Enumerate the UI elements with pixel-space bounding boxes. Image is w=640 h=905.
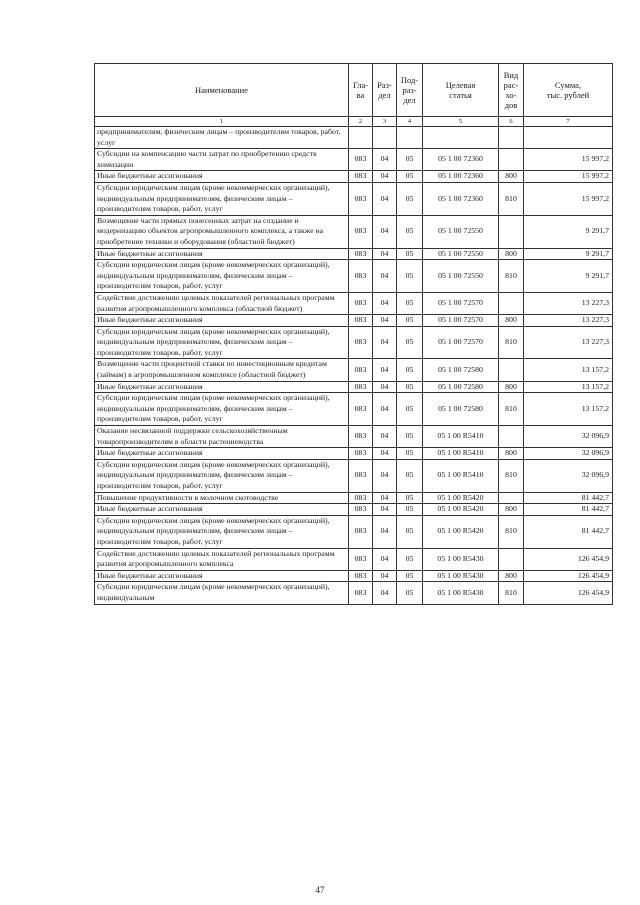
table-row (95, 326, 613, 359)
row-podrazdel-cell (397, 127, 423, 149)
table-row (95, 492, 613, 504)
row-podrazdel-cell: 05 (397, 381, 423, 393)
table-row (95, 127, 613, 149)
row-name-cell: Возмещение части прямых понесенных затрат на создание и модернизацию объектов агропромышленного комплекса, а также на приобретение техники и оборудования (областной бюджет) (95, 215, 349, 248)
row-vid-cell: 810 (499, 582, 524, 604)
row-name-cell: Содействие достижению целевых показателей региональных программ развития агропромышленного комплекса (95, 548, 349, 570)
table-row (95, 426, 613, 448)
row-glava-cell: 083 (349, 459, 373, 492)
row-name-cell: Иные бюджетные ассигнования (95, 381, 349, 393)
row-podrazdel-cell: 05 (397, 393, 423, 426)
row-sum-cell: 13 227,3 (524, 326, 613, 359)
row-podrazdel-cell: 05 (397, 182, 423, 215)
row-name-cell: Субсидии юридическим лицам (кроме некоммерческих организаций), индивидуальным предпринимателям, физическим лицам – производителям товаров, работ, услуг (95, 260, 349, 293)
row-podrazdel-cell: 05 (397, 448, 423, 460)
column-number: 2 (349, 117, 373, 127)
row-target-cell: 05 1 00 R5420 (423, 504, 499, 516)
row-sum-cell: 13 227,3 (524, 315, 613, 327)
row-target-cell: 05 1 00 R5420 (423, 515, 499, 548)
row-glava-cell: 083 (349, 582, 373, 604)
header-glava: Гла- ва (349, 64, 373, 117)
row-name-cell: Иные бюджетные ассигнования (95, 315, 349, 327)
row-podrazdel-cell: 05 (397, 504, 423, 516)
table-row (95, 149, 613, 171)
row-glava-cell: 083 (349, 381, 373, 393)
header-sum: Сумма, тыс. рублей (524, 64, 613, 117)
row-vid-cell: 810 (499, 182, 524, 215)
row-name-cell: Возмещение части процентной ставки по инвестиционным кредитам (займам) в агропромышленном комплексе (областной бюджет) (95, 359, 349, 381)
row-glava-cell: 083 (349, 492, 373, 504)
row-vid-cell (499, 292, 524, 314)
row-razdel-cell: 04 (373, 570, 397, 582)
row-vid-cell: 800 (499, 448, 524, 460)
row-name-cell: Иные бюджетные ассигнования (95, 570, 349, 582)
row-name-cell: Субсидии юридическим лицам (кроме некоммерческих организаций), индивидуальным предпринимателям, физическим лицам – производителям товаров, работ, услуг (95, 393, 349, 426)
row-razdel-cell: 04 (373, 393, 397, 426)
row-sum-cell: 15 997,2 (524, 182, 613, 215)
table-row (95, 215, 613, 248)
row-vid-cell: 800 (499, 570, 524, 582)
page-number: 47 (315, 885, 325, 895)
row-target-cell: 05 1 00 72570 (423, 292, 499, 314)
row-razdel-cell: 04 (373, 248, 397, 260)
table-row (95, 582, 613, 604)
row-sum-cell: 32 096,9 (524, 448, 613, 460)
row-glava-cell: 083 (349, 570, 373, 582)
row-podrazdel-cell: 05 (397, 426, 423, 448)
row-vid-cell: 810 (499, 326, 524, 359)
row-sum-cell: 126 454,9 (524, 582, 613, 604)
row-razdel-cell: 04 (373, 426, 397, 448)
row-vid-cell (499, 215, 524, 248)
row-target-cell: 05 1 00 R5420 (423, 492, 499, 504)
row-podrazdel-cell: 05 (397, 149, 423, 171)
row-podrazdel-cell: 05 (397, 515, 423, 548)
row-target-cell: 05 1 00 72360 (423, 171, 499, 183)
row-target-cell: 05 1 00 72570 (423, 315, 499, 327)
header-vid: Вид рас- хо- дов (499, 64, 524, 117)
row-podrazdel-cell: 05 (397, 582, 423, 604)
table-row (95, 182, 613, 215)
row-glava-cell: 083 (349, 426, 373, 448)
row-glava-cell: 083 (349, 359, 373, 381)
table-row (95, 548, 613, 570)
row-target-cell: 05 1 00 R5430 (423, 548, 499, 570)
row-sum-cell: 15 997,2 (524, 149, 613, 171)
row-podrazdel-cell: 05 (397, 215, 423, 248)
row-glava-cell: 083 (349, 315, 373, 327)
row-razdel-cell: 04 (373, 515, 397, 548)
row-target-cell: 05 1 00 R5430 (423, 582, 499, 604)
row-sum-cell: 13 157,2 (524, 359, 613, 381)
row-glava-cell: 083 (349, 326, 373, 359)
row-target-cell: 05 1 00 72550 (423, 215, 499, 248)
row-razdel-cell (373, 127, 397, 149)
row-sum-cell: 13 157,2 (524, 393, 613, 426)
row-razdel-cell: 04 (373, 459, 397, 492)
table-row (95, 260, 613, 293)
row-podrazdel-cell: 05 (397, 326, 423, 359)
row-glava-cell: 083 (349, 260, 373, 293)
row-vid-cell: 800 (499, 381, 524, 393)
row-sum-cell: 15 997,2 (524, 171, 613, 183)
row-sum-cell (524, 127, 613, 149)
table-row (95, 459, 613, 492)
row-target-cell (423, 127, 499, 149)
row-podrazdel-cell: 05 (397, 492, 423, 504)
column-number: 5 (423, 117, 499, 127)
row-vid-cell: 810 (499, 393, 524, 426)
row-name-cell: Иные бюджетные ассигнования (95, 504, 349, 516)
row-podrazdel-cell: 05 (397, 292, 423, 314)
row-target-cell: 05 1 00 R5410 (423, 459, 499, 492)
table-row (95, 570, 613, 582)
row-target-cell: 05 1 00 72550 (423, 248, 499, 260)
row-razdel-cell: 04 (373, 381, 397, 393)
row-glava-cell: 083 (349, 248, 373, 260)
row-glava-cell: 083 (349, 548, 373, 570)
column-number: 1 (95, 117, 349, 127)
row-razdel-cell: 04 (373, 582, 397, 604)
row-name-cell: предпринимателям, физическим лицам – производителям товаров, работ, услуг (95, 127, 349, 149)
row-glava-cell: 083 (349, 515, 373, 548)
row-target-cell: 05 1 00 R5410 (423, 426, 499, 448)
row-vid-cell: 810 (499, 515, 524, 548)
row-target-cell: 05 1 00 R5430 (423, 570, 499, 582)
row-glava-cell: 083 (349, 182, 373, 215)
row-glava-cell: 083 (349, 292, 373, 314)
row-name-cell: Субсидии на компенсацию части затрат по приобретению средств химизации (95, 149, 349, 171)
row-name-cell: Иные бюджетные ассигнования (95, 248, 349, 260)
row-glava-cell: 083 (349, 504, 373, 516)
budget-table (94, 63, 613, 605)
row-podrazdel-cell: 05 (397, 260, 423, 293)
row-razdel-cell: 04 (373, 260, 397, 293)
row-target-cell: 05 1 00 72550 (423, 260, 499, 293)
table-row (95, 515, 613, 548)
row-vid-cell (499, 426, 524, 448)
row-razdel-cell: 04 (373, 292, 397, 314)
row-vid-cell: 800 (499, 315, 524, 327)
table-row (95, 315, 613, 327)
row-name-cell: Содействие достижению целевых показателей региональных программ развития агропромышленного комплекса (областной бюджет) (95, 292, 349, 314)
table-row (95, 393, 613, 426)
row-target-cell: 05 1 00 72570 (423, 326, 499, 359)
row-sum-cell: 13 157,2 (524, 381, 613, 393)
row-sum-cell: 9 291,7 (524, 215, 613, 248)
table-row (95, 504, 613, 516)
row-vid-cell: 810 (499, 459, 524, 492)
row-vid-cell (499, 492, 524, 504)
row-podrazdel-cell: 05 (397, 459, 423, 492)
row-razdel-cell: 04 (373, 548, 397, 570)
row-razdel-cell: 04 (373, 448, 397, 460)
row-target-cell: 05 1 00 72360 (423, 149, 499, 171)
row-name-cell: Субсидии юридическим лицам (кроме некоммерческих организаций), индивидуальным предпринимателям, физическим лицам – производителям товаров, работ, услуг (95, 515, 349, 548)
row-podrazdel-cell: 05 (397, 548, 423, 570)
table-header (95, 64, 613, 127)
row-target-cell: 05 1 00 72360 (423, 182, 499, 215)
row-glava-cell: 083 (349, 215, 373, 248)
row-podrazdel-cell: 05 (397, 171, 423, 183)
table-row (95, 359, 613, 381)
row-sum-cell: 126 454,9 (524, 570, 613, 582)
row-vid-cell (499, 127, 524, 149)
table-body (95, 127, 613, 605)
row-glava-cell (349, 127, 373, 149)
table-row (95, 448, 613, 460)
row-vid-cell: 800 (499, 248, 524, 260)
row-glava-cell: 083 (349, 448, 373, 460)
row-target-cell: 05 1 00 72580 (423, 393, 499, 426)
column-number-row (95, 117, 613, 127)
row-name-cell: Иные бюджетные ассигнования (95, 448, 349, 460)
row-sum-cell: 81 442,7 (524, 504, 613, 516)
row-vid-cell (499, 548, 524, 570)
row-sum-cell: 81 442,7 (524, 492, 613, 504)
row-vid-cell: 810 (499, 260, 524, 293)
row-sum-cell: 9 291,7 (524, 260, 613, 293)
row-podrazdel-cell: 05 (397, 248, 423, 260)
row-sum-cell: 126 454,9 (524, 548, 613, 570)
row-name-cell: Оказание несвязанной поддержки сельскохозяйственным товаропроизводителям в области растениеводства (95, 426, 349, 448)
row-sum-cell: 81 442,7 (524, 515, 613, 548)
row-target-cell: 05 1 00 72580 (423, 381, 499, 393)
table-row (95, 171, 613, 183)
header-target: Целевая статья (423, 64, 499, 117)
table-row (95, 381, 613, 393)
row-name-cell: Субсидии юридическим лицам (кроме некоммерческих организаций), индивидуальным (95, 582, 349, 604)
row-name-cell: Субсидии юридическим лицам (кроме некоммерческих организаций), индивидуальным предпринимателям, физическим лицам – производителям товаров, работ, услуг (95, 326, 349, 359)
row-podrazdel-cell: 05 (397, 359, 423, 381)
row-razdel-cell: 04 (373, 504, 397, 516)
row-sum-cell: 9 291,7 (524, 248, 613, 260)
row-razdel-cell: 04 (373, 171, 397, 183)
row-vid-cell (499, 149, 524, 171)
row-sum-cell: 13 227,3 (524, 292, 613, 314)
row-name-cell: Повышение продуктивности в молочном скотоводстве (95, 492, 349, 504)
row-vid-cell (499, 359, 524, 381)
row-razdel-cell: 04 (373, 215, 397, 248)
header-razdel: Раз- дел (373, 64, 397, 117)
row-podrazdel-cell: 05 (397, 570, 423, 582)
row-glava-cell: 083 (349, 171, 373, 183)
row-target-cell: 05 1 00 72580 (423, 359, 499, 381)
row-podrazdel-cell: 05 (397, 315, 423, 327)
row-vid-cell: 800 (499, 504, 524, 516)
header-podrazdel: Под- раз- дел (397, 64, 423, 117)
row-razdel-cell: 04 (373, 492, 397, 504)
row-razdel-cell: 04 (373, 315, 397, 327)
column-number: 7 (524, 117, 613, 127)
row-razdel-cell: 04 (373, 359, 397, 381)
row-glava-cell: 083 (349, 393, 373, 426)
row-name-cell: Иные бюджетные ассигнования (95, 171, 349, 183)
table-row (95, 248, 613, 260)
row-name-cell: Субсидии юридическим лицам (кроме некоммерческих организаций), индивидуальным предпринимателям, физическим лицам – производителям товаров, работ, услуг (95, 459, 349, 492)
column-number: 3 (373, 117, 397, 127)
row-razdel-cell: 04 (373, 326, 397, 359)
header-name: Наименование (95, 64, 349, 117)
row-target-cell: 05 1 00 R5410 (423, 448, 499, 460)
row-vid-cell: 800 (499, 171, 524, 183)
column-number: 6 (499, 117, 524, 127)
row-sum-cell: 32 096,9 (524, 459, 613, 492)
row-razdel-cell: 04 (373, 182, 397, 215)
row-sum-cell: 32 096,9 (524, 426, 613, 448)
row-name-cell: Субсидии юридическим лицам (кроме некоммерческих организаций), индивидуальным предпринимателям, физическим лицам – производителям товаров, работ, услуг (95, 182, 349, 215)
column-number: 4 (397, 117, 423, 127)
row-razdel-cell: 04 (373, 149, 397, 171)
row-glava-cell: 083 (349, 149, 373, 171)
table-row (95, 292, 613, 314)
